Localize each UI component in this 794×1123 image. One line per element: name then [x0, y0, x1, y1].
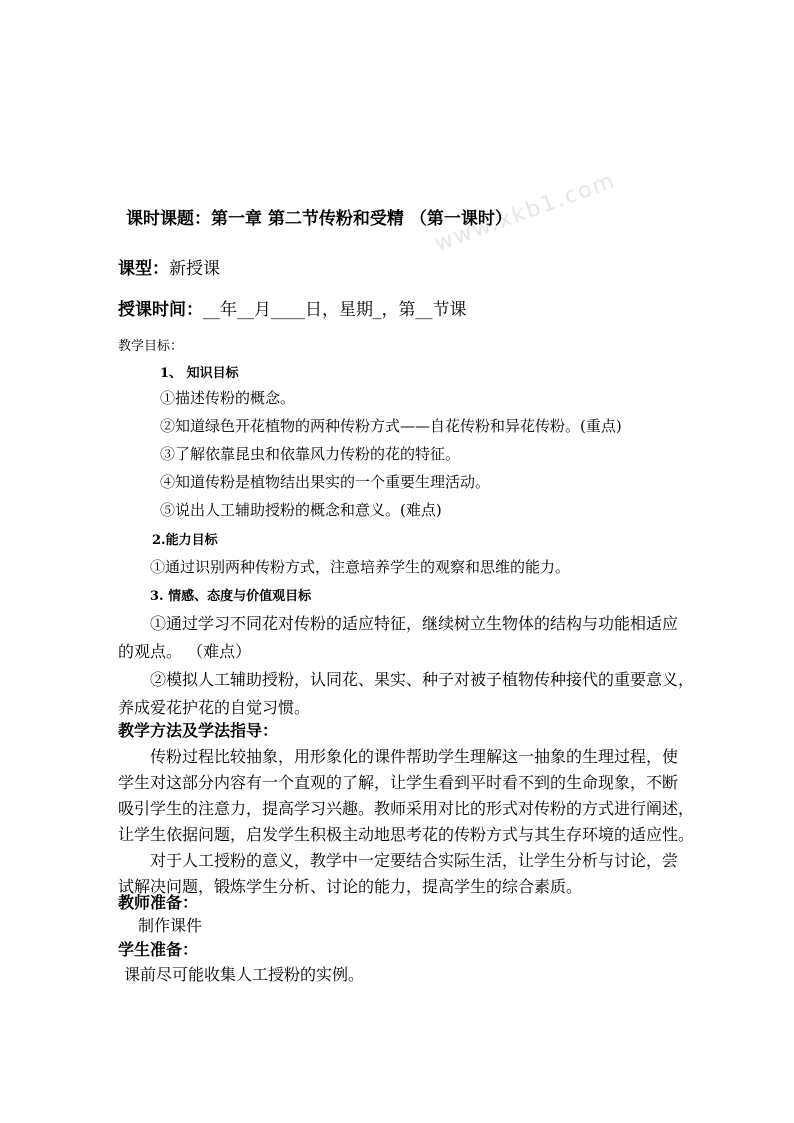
emotion-item-1-line-1: ①通过学习不同花对传粉的适应特征，继续树立生物体的结构与功能相适应	[150, 614, 679, 633]
methods-para2-line-2: 试解决问题，锻炼学生分析、讨论的能力，提高学生的综合素质。	[118, 877, 583, 896]
knowledge-title: 1、 知识目标	[160, 366, 239, 381]
topic-label: 课时课题：	[126, 209, 211, 229]
objectives-heading: 教学目标：	[118, 339, 184, 354]
student-prep-content: 课前尽可能收集人工授粉的实例。	[124, 965, 365, 984]
student-prep-heading: 学生准备：	[118, 940, 199, 959]
emotion-item-1-line-2: 的观点。 （难点）	[118, 642, 252, 661]
ability-title: 2.能力目标	[152, 533, 218, 548]
methods-heading: 教学方法及学法指导：	[118, 721, 279, 740]
knowledge-item-5: ⑤说出人工辅助授粉的概念和意义。(难点)	[160, 501, 442, 519]
lesson-time-label: 授课时间：	[118, 300, 203, 320]
topic-line	[126, 204, 512, 229]
lesson-type-label: 课型：	[118, 259, 169, 279]
lesson-time-line	[118, 295, 467, 320]
knowledge-item-2: ②知道绿色开花植物的两种传粉方式——自花传粉和异花传粉。(重点)	[160, 417, 622, 435]
lesson-type-line	[118, 254, 220, 279]
emotion-title: 3. 情感、态度与价值观目标	[150, 589, 312, 604]
knowledge-item-4: ④知道传粉是植物结出果实的一个重要生理活动。	[160, 473, 491, 491]
topic-value: 第一章 第二节传粉和受精 （第一课时）	[211, 209, 512, 229]
methods-para1-line-3: 吸引学生的注意力，提高学习兴趣。教师采用对比的形式对传粉的方式进行阐述，	[118, 799, 695, 818]
emotion-item-2-line-2: 养成爱花护花的自觉习惯。	[118, 698, 311, 717]
watermark: www.xkb1.com	[431, 168, 620, 257]
methods-para1-line-2: 学生对这部分内容有一个直观的了解，让学生看到平时看不到的生命现象，不断	[118, 773, 679, 792]
teacher-prep-heading: 教师准备：	[118, 893, 199, 912]
lesson-type-value: 新授课	[169, 259, 220, 279]
teacher-prep-content: 制作课件	[138, 916, 203, 935]
knowledge-item-3: ③了解依靠昆虫和依靠风力传粉的花的特征。	[160, 445, 461, 463]
methods-para1-line-4: 让学生依据问题，启发学生积极主动地思考花的传粉方式与其生存环境的适应性。	[118, 825, 695, 844]
knowledge-item-1: ①描述传粉的概念。	[160, 389, 296, 407]
ability-item-1: ①通过识别两种传粉方式，注意培养学生的观察和思维的能力。	[150, 558, 571, 576]
methods-para2-line-1: 对于人工授粉的意义，教学中一定要结合实际生活，让学生分析与讨论，尝	[150, 851, 679, 870]
emotion-item-2-line-1: ②模拟人工辅助授粉，认同花、果实、种子对被子植物传种接代的重要意义，	[150, 670, 695, 689]
methods-para1-line-1: 传粉过程比较抽象，用形象化的课件帮助学生理解这一抽象的生理过程，使	[150, 747, 679, 766]
lesson-time-value: __年__月____日，星期_，第__节课	[203, 300, 467, 320]
